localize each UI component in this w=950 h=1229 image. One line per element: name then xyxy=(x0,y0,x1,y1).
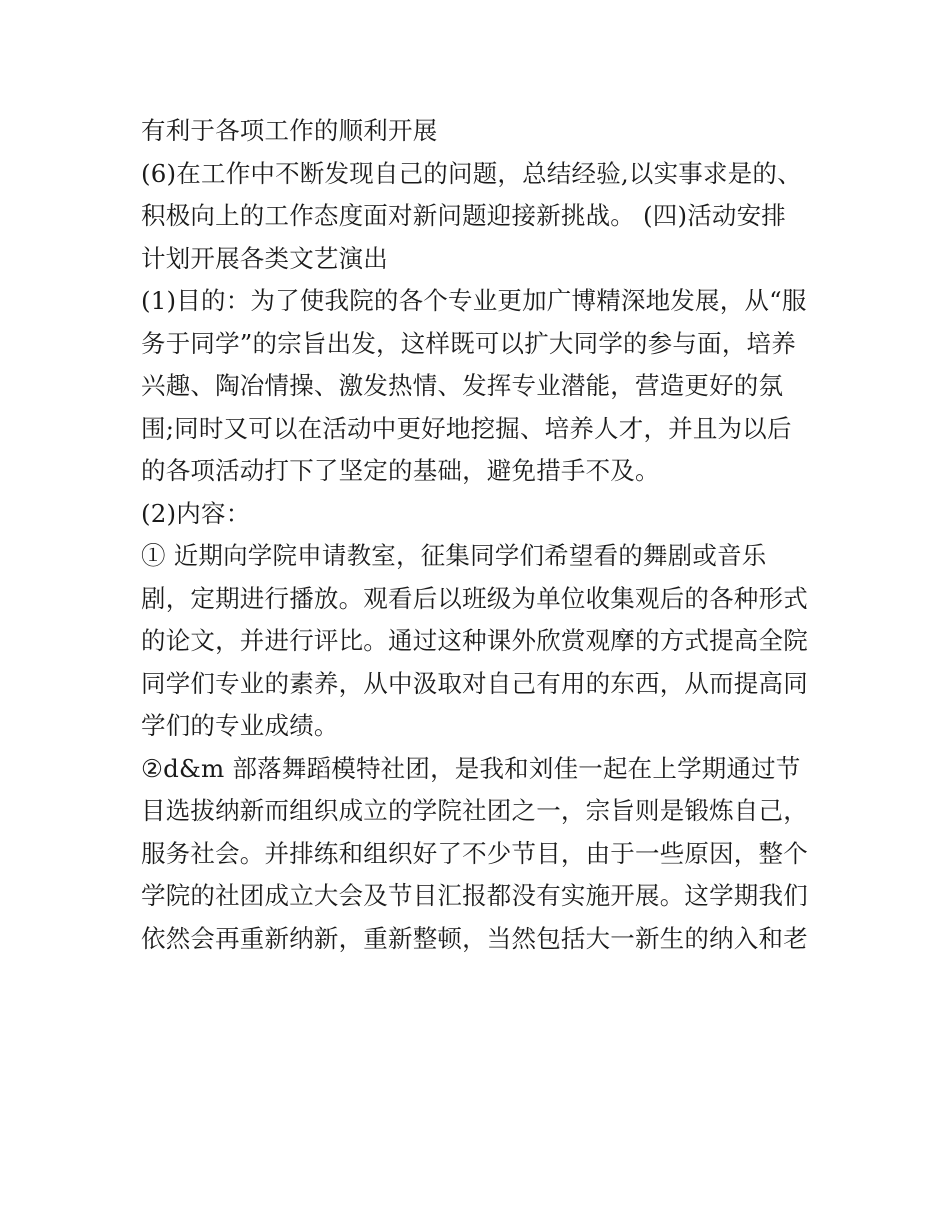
text-line: 目选拔纳新而组织成立的学院社团之一，宗旨则是锻炼自己， xyxy=(141,796,808,825)
text-line: (6)在工作中不断发现自己的问题，总结经验,以实事求是的、 xyxy=(141,158,802,188)
text-line: 的论文，并进行评比。通过这种课外欣赏观摩的方式提高全院 xyxy=(141,626,808,655)
text-line: 围;同时又可以在活动中更好地挖掘、培养人才，并且为以后 xyxy=(141,413,792,443)
text-line: 有利于各项工作的顺利开展 xyxy=(141,116,438,145)
text-line: 学院的社团成立大会及节目汇报都没有实施开展。这学期我们 xyxy=(141,881,808,910)
text-line: 服务社会。并排练和组织好了不少节目，由于一些原因，整个 xyxy=(141,838,808,868)
text-line: ②d&m 部落舞蹈模特社团，是我和刘佳一起在上学期通过节 xyxy=(141,753,801,783)
text-line: ① 近期向学院申请教室，征集同学们希望看的舞剧或音乐 xyxy=(141,541,767,570)
text-line: 积极向上的工作态度面对新问题迎接新挑战。 (四)活动安排 xyxy=(141,201,787,230)
document-body xyxy=(141,110,821,960)
text-line: 依然会再重新纳新，重新整顿，当然包括大一新生的纳入和老 xyxy=(141,923,808,953)
text-line: 同学们专业的素养，从中汲取对自己有用的东西，从而提高同 xyxy=(141,668,808,698)
text-line: 计划开展各类文艺演出 xyxy=(141,243,388,273)
text-line: 兴趣、陶冶情操、激发热情、发挥专业潜能，营造更好的氛 xyxy=(141,371,784,400)
text-line: 学们的专业成绩。 xyxy=(141,711,339,740)
text-line: (1)目的：为了使我院的各个专业更加广博精深地发展，从“服 xyxy=(141,286,807,315)
text-line: (2)内容： xyxy=(141,498,251,528)
text-line: 务于同学”的宗旨出发，这样既可以扩大同学的参与面，培养 xyxy=(141,328,796,358)
text-line: 的各项活动打下了坚定的基础，避免措手不及。 xyxy=(141,456,660,485)
text-line: 剧，定期进行播放。观看后以班级为单位收集观后的各种形式 xyxy=(141,583,808,613)
